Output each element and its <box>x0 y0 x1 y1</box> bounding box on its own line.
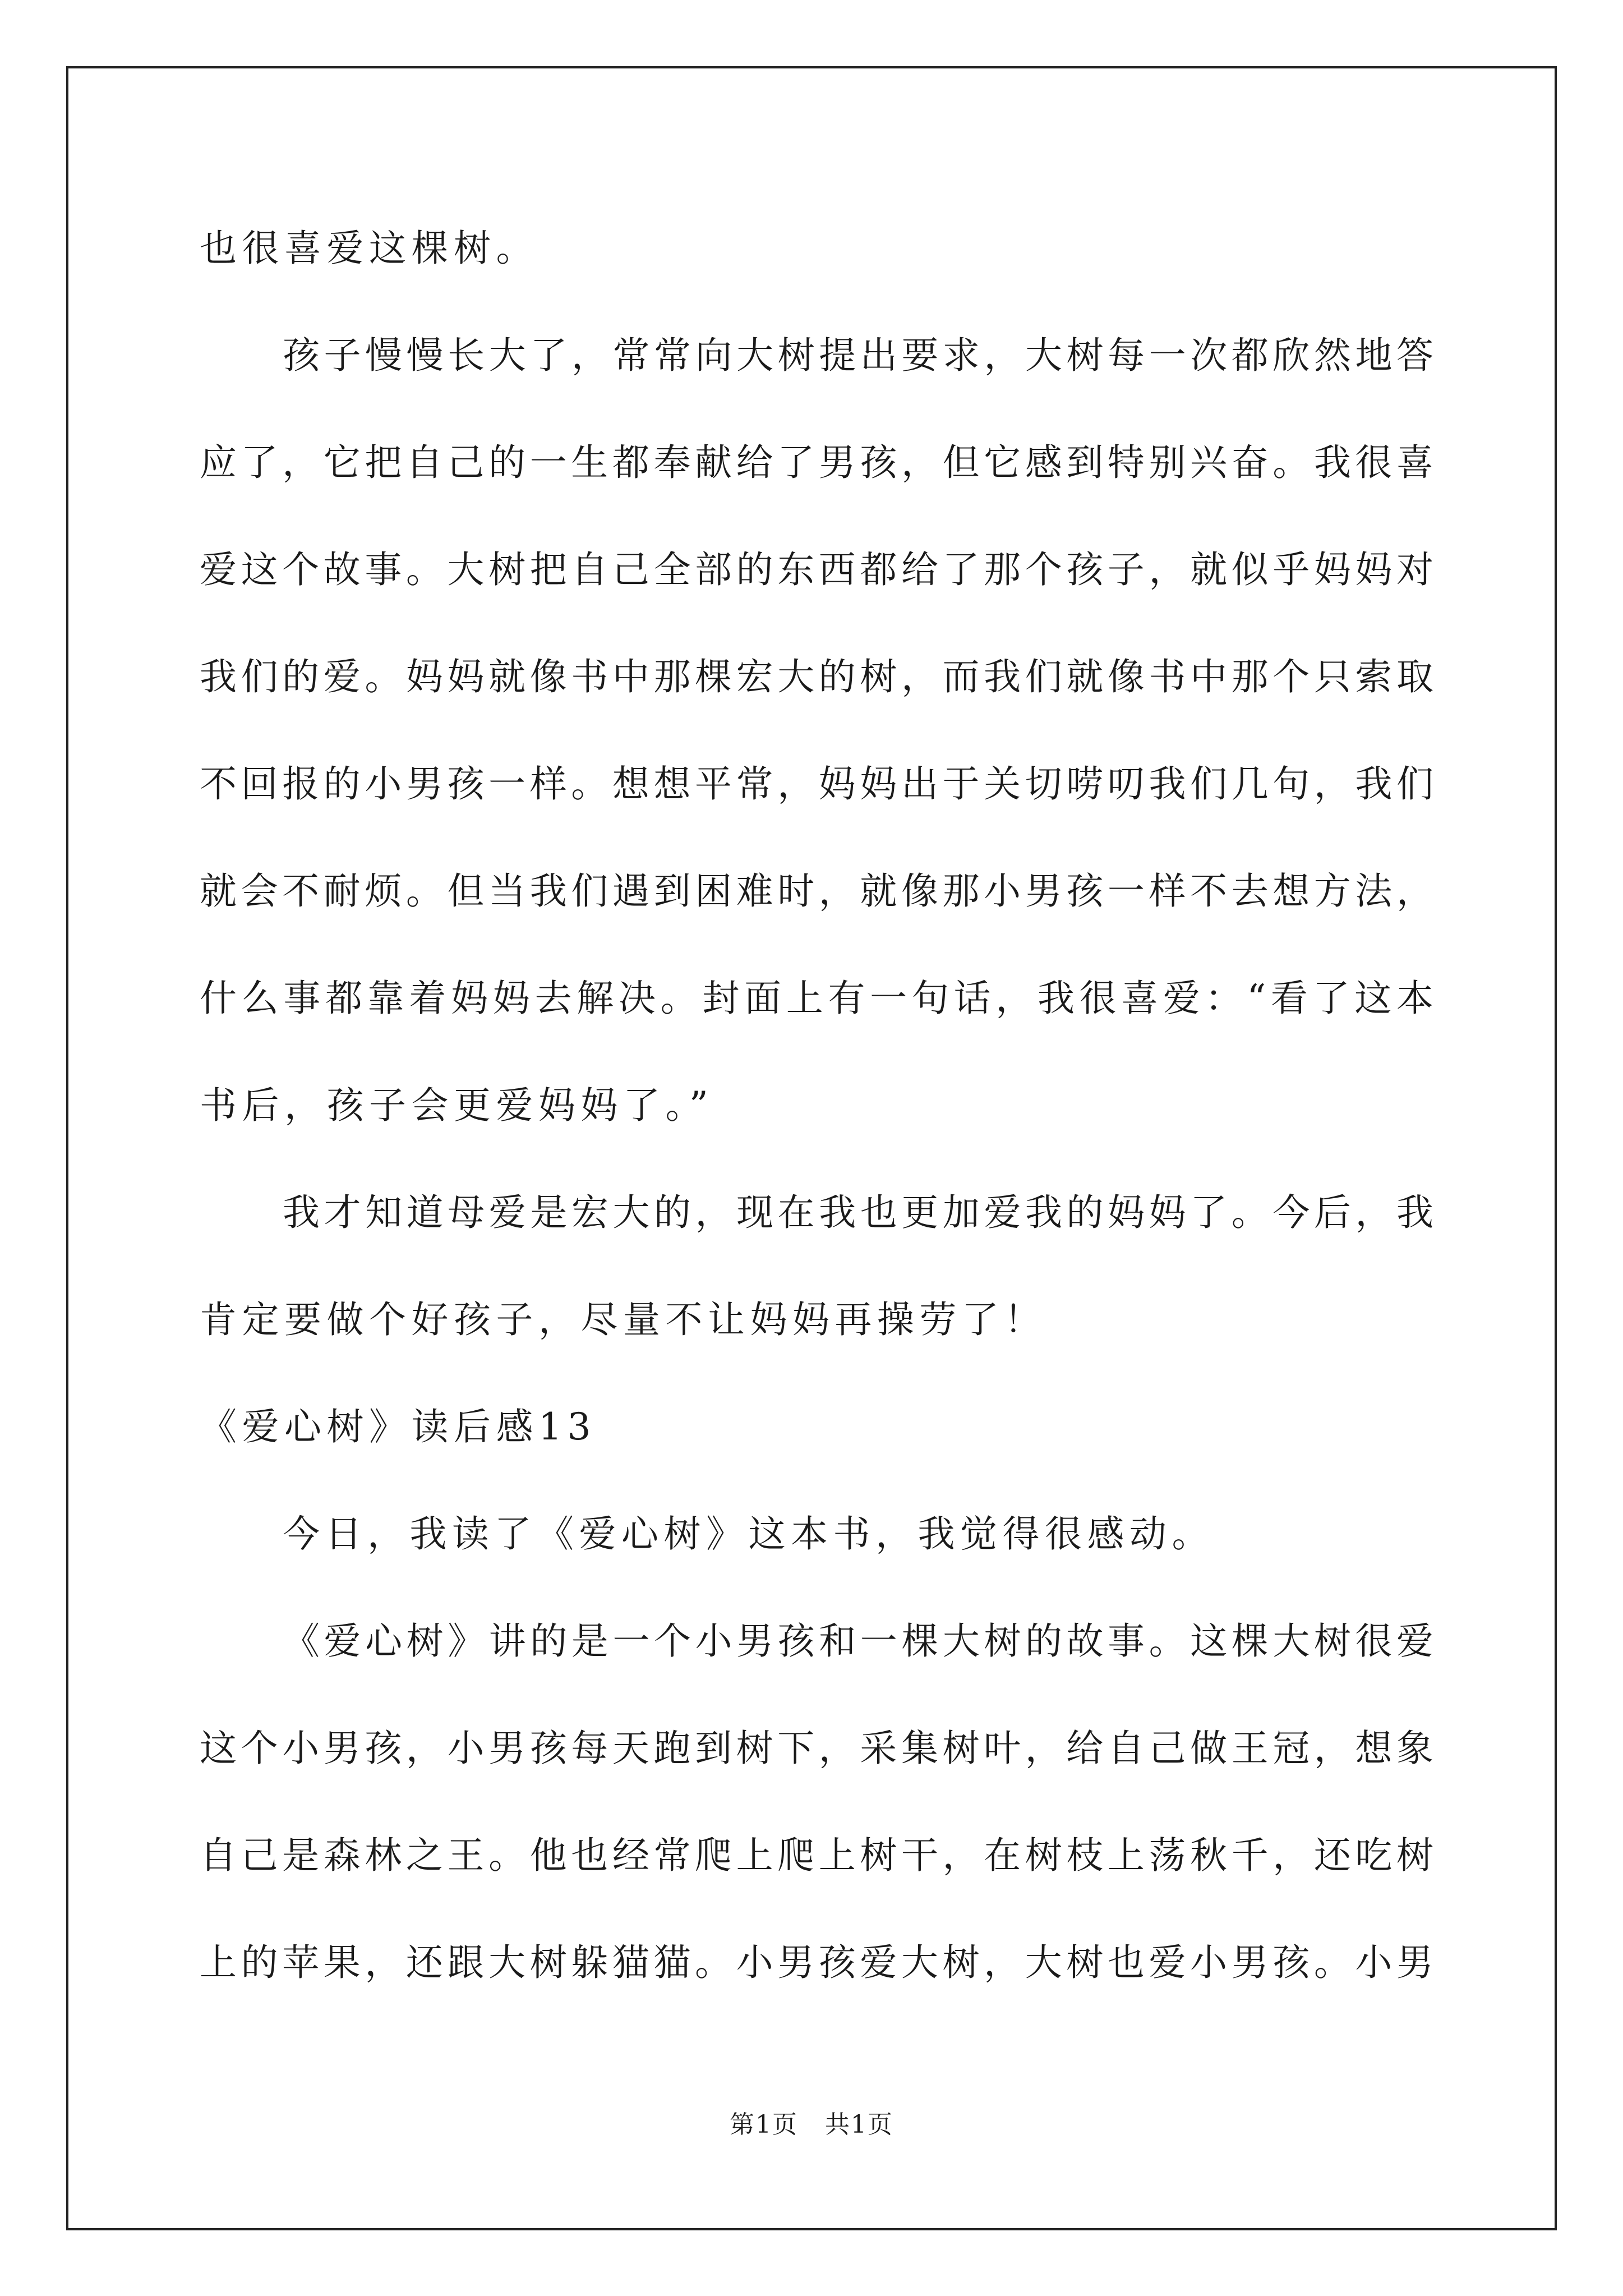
paragraph-line: 这个小男孩，小男孩每天跑到树下，采集树叶，给自己做王冠，想象 <box>200 1727 1433 1770</box>
paragraph-line: 《爱心树》讲的是一个小男孩和一棵大树的故事。这棵大树很爱 <box>283 1619 1433 1663</box>
page-number-footer: 第1页 共1页 <box>730 2110 893 2139</box>
paragraph-line: 什么事都靠着妈妈去解决。封面上有一句话，我很喜爱：“看了这本 <box>200 977 1433 1020</box>
page-border <box>66 66 1557 2230</box>
paragraph-line: 今日，我读了《爱心树》这本书，我觉得很感动。 <box>283 1512 1214 1556</box>
paragraph-line: 我才知道母爱是宏大的，现在我也更加爱我的妈妈了。今后，我 <box>283 1191 1433 1234</box>
paragraph-line: 我们的爱。妈妈就像书中那棵宏大的树，而我们就像书中那个只索取 <box>200 655 1433 698</box>
paragraph-line: 上的苹果，还跟大树躲猫猫。小男孩爱大树，大树也爱小男孩。小男 <box>200 1941 1433 1984</box>
paragraph-line: 不回报的小男孩一样。想想平常，妈妈出于关切唠叨我们几句，我们 <box>200 762 1433 806</box>
paragraph-line: 应了，它把自己的一生都奉献给了男孩，但它感到特别兴奋。我很喜 <box>200 441 1433 484</box>
paragraph-line: 爱这个故事。大树把自己全部的东西都给了那个孩子，就似乎妈妈对 <box>200 548 1433 591</box>
paragraph-line: 孩子慢慢长大了，常常向大树提出要求，大树每一次都欣然地答 <box>283 334 1433 377</box>
text-line: 也很喜爱这棵树。 <box>200 227 538 270</box>
paragraph-line: 肯定要做个好孩子，尽量不让妈妈再操劳了！ <box>200 1298 1046 1341</box>
paragraph-line: 自己是森林之王。他也经常爬上爬上树干，在树枝上荡秋千，还吃树 <box>200 1834 1433 1877</box>
section-heading: 《爱心树》读后感13 <box>200 1405 596 1448</box>
paragraph-line: 就会不耐烦。但当我们遇到困难时，就像那小男孩一样不去想方法， <box>200 869 1433 913</box>
paragraph-line: 书后，孩子会更爱妈妈了。” <box>200 1084 714 1127</box>
